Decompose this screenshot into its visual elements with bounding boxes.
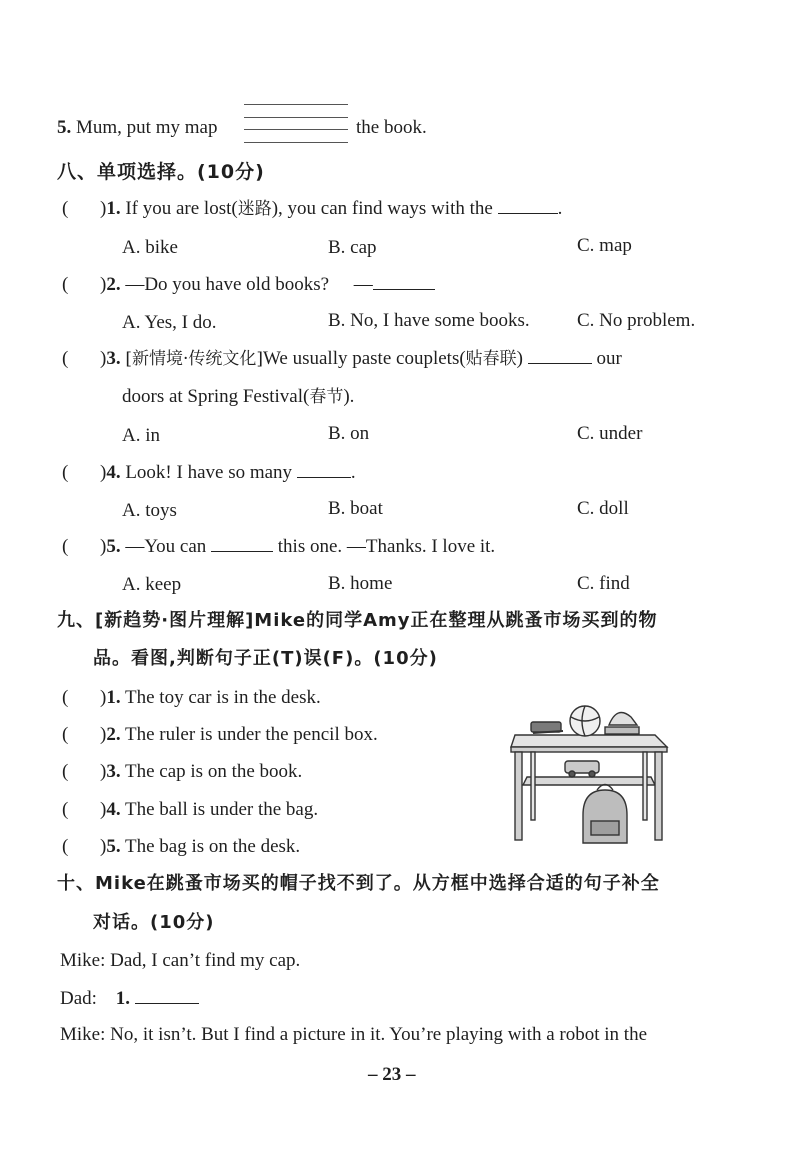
desk-illustration	[505, 695, 675, 850]
desk-top	[511, 735, 667, 747]
question-number: 1.	[106, 198, 121, 219]
option-b[interactable]: B. boat	[328, 498, 383, 519]
answer-paren[interactable]: (	[62, 462, 69, 483]
dialogue-line-3: Mike: No, it isn’t. But I find a picture in it. You’re playing with a robot in the	[60, 1024, 648, 1045]
option-c[interactable]: C. find	[577, 573, 630, 594]
desk-leg	[515, 752, 522, 840]
item-number: 5.	[57, 117, 72, 138]
desk-shelf	[523, 777, 655, 785]
section10-heading-line1: 十、Mike在跳蚤市场买的帽子找不到了。从方框中选择合适的句子补全	[57, 873, 660, 894]
s8-question-3: ( )3. [新情境·传统文化]We usually paste couplets(贴春联) our	[62, 348, 622, 369]
option-b[interactable]: B. No, I have some books.	[328, 310, 530, 331]
option-b[interactable]: B. cap	[328, 237, 377, 258]
option-b[interactable]: B. home	[328, 573, 393, 594]
answer-paren[interactable]: (	[62, 761, 69, 782]
answer-blank[interactable]	[373, 273, 435, 290]
book-icon	[605, 727, 639, 734]
s9-statement-3: ( )3. The cap is on the book.	[62, 761, 303, 782]
section9-heading-line1: 九、[新趋势·图片理解]Mike的同学Amy正在整理从跳蚤市场买到的物	[57, 610, 658, 631]
s8-question-4: ( )4. Look! I have so many .	[62, 462, 356, 483]
item-text-after: the book.	[356, 117, 427, 138]
s9-statement-5: ( )5. The bag is on the desk.	[62, 836, 301, 857]
question-number: 5.	[106, 536, 121, 557]
answer-paren[interactable]: (	[62, 274, 69, 295]
speaker: Dad:	[60, 988, 97, 1009]
answer-blank[interactable]	[528, 347, 592, 364]
answer-blank[interactable]	[135, 987, 199, 1004]
s9-statement-4: ( )4. The ball is under the bag.	[62, 799, 319, 820]
option-a[interactable]: A. Yes, I do.	[122, 312, 217, 333]
answer-paren[interactable]: (	[62, 348, 69, 369]
question-tag: [新情境·传统文化]	[125, 349, 263, 369]
item-text-before: Mum, put my map	[76, 117, 218, 138]
desk-leg	[655, 752, 662, 840]
answer-blank[interactable]	[211, 535, 273, 552]
option-c[interactable]: C. doll	[577, 498, 629, 519]
top-item-5	[57, 116, 217, 140]
speaker: Mike:	[60, 1024, 106, 1045]
answer-paren[interactable]: (	[62, 687, 69, 708]
option-a[interactable]: A. toys	[122, 500, 177, 521]
cap-icon	[609, 713, 637, 726]
question-number: 2.	[106, 274, 121, 295]
s8-question-1: ( )1. If you are lost(迷路), you can find ways with the .	[62, 198, 563, 219]
option-a[interactable]: A. in	[122, 425, 160, 446]
dialogue-line-1: Mike: Dad, I can’t find my cap.	[60, 950, 301, 971]
s8-question-3-line2: doors at Spring Festival(春节).	[122, 386, 355, 407]
question-number: 3.	[106, 348, 121, 369]
question-number: 4.	[106, 462, 121, 483]
option-c[interactable]: C. under	[577, 423, 643, 444]
s9-statement-2: ( )2. The ruler is under the pencil box.	[62, 724, 378, 745]
option-a[interactable]: A. bike	[122, 237, 178, 258]
answer-paren[interactable]: (	[62, 536, 69, 557]
option-c[interactable]: C. map	[577, 235, 632, 256]
option-b[interactable]: B. on	[328, 423, 370, 444]
answer-blank[interactable]	[498, 197, 558, 214]
answer-paren[interactable]: (	[62, 799, 69, 820]
section10-heading-line2: 对话。(10分)	[93, 912, 215, 933]
answer-paren[interactable]: (	[62, 724, 69, 745]
s8-question-5: ( )5. —You can this one. —Thanks. I love it.	[62, 536, 496, 557]
speaker: Mike:	[60, 950, 106, 971]
answer-blank[interactable]	[297, 461, 351, 478]
answer-paren[interactable]: (	[62, 836, 69, 857]
section9-heading-line2: 品。看图,判断句子正(T)误(F)。(10分)	[93, 648, 438, 669]
s9-statement-1: ( )1. The toy car is in the desk.	[62, 687, 321, 708]
page-number: – 23 –	[368, 1064, 416, 1085]
answer-paren[interactable]: (	[62, 198, 69, 219]
option-c[interactable]: C. No problem.	[577, 310, 696, 331]
section8-heading: 八、单项选择。(10分)	[57, 161, 265, 183]
dialogue-line-2: Dad: 1.	[60, 987, 199, 1011]
option-a[interactable]: A. keep	[122, 574, 182, 595]
s8-question-2: ( )2. —Do you have old books? —	[62, 273, 435, 297]
